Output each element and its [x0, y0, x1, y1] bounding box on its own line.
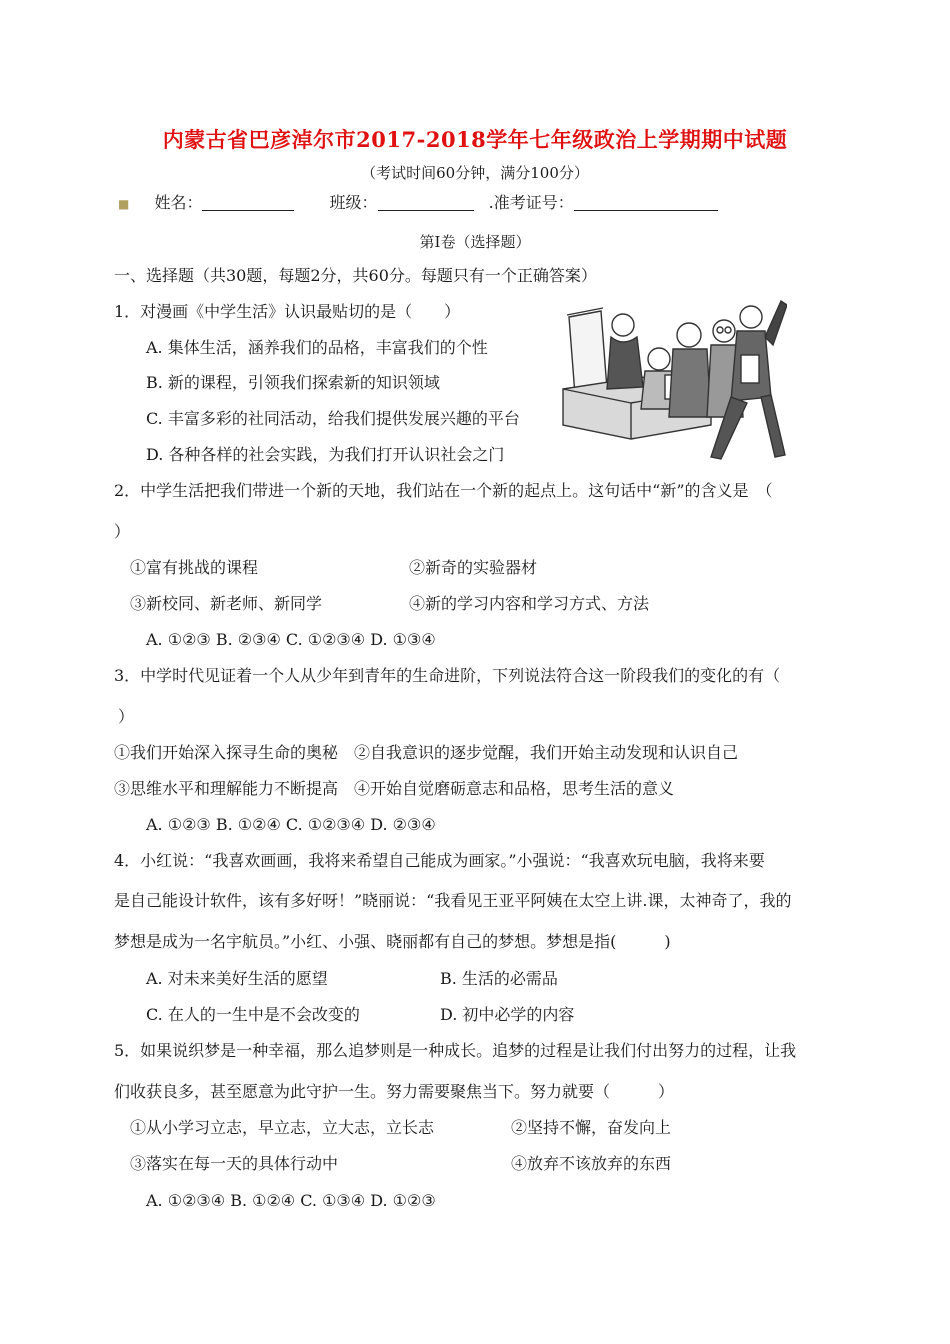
class-label: 班级：	[329, 193, 378, 212]
q2-opt4: ④新的学习内容和学习方式、方法	[409, 594, 650, 613]
class-blank[interactable]	[378, 194, 474, 211]
q3-options-line1: ①我们开始深入探寻生命的奥秘 ②自我意识的逐步觉醒，我们开始主动发现和认识自己	[114, 743, 739, 762]
q5-opt2: ②坚持不懈，奋发向上	[511, 1118, 672, 1137]
q4-option-d: D. 初中必学的内容	[440, 1005, 575, 1024]
q5-line2: 们收获良多，甚至愿意为此守护一生。努力需要聚焦当下。努力就要（ ）	[114, 1082, 675, 1101]
q3-stem-line2: ）	[118, 707, 135, 726]
q3-options-line2: ③思维水平和理解能力不断提高 ④开始自觉磨砺意志和品格，思考生活的意义	[114, 779, 675, 798]
q2-answers: A. ①②③ B. ②③④ C. ①②③④ D. ①③④	[146, 630, 436, 649]
q5-opt4: ④放弃不该放弃的东西	[511, 1154, 672, 1173]
q4-line1: 4．小红说：“我喜欢画画，我将来希望自己能成为画家。”小强说：“我喜欢玩电脑，我将来要	[114, 851, 765, 870]
exam-no-blank[interactable]	[574, 194, 718, 211]
q4-option-c: C. 在人的一生中是不会改变的	[146, 1005, 360, 1024]
exam-info: （考试时间60分钟，满分100分）	[361, 164, 589, 182]
q2-stem-line1: 2．中学生活把我们带进一个新的天地，我们站在一个新的起点上。这句话中“新”的含义是 （	[114, 481, 773, 500]
exam-no-label: .准考证号：	[488, 193, 574, 212]
q1-option-a: A. 集体生活，涵养我们的品格，丰富我们的个性	[146, 338, 488, 357]
q2-opt3: ③新校同、新老师、新同学	[130, 594, 323, 613]
name-label: 姓名：	[154, 193, 203, 212]
q3-stem-line1: 3．中学时代见证着一个人从少年到青年的生命进阶，下列说法符合这一阶段我们的变化的有（	[114, 666, 781, 685]
q1-option-b: B. 新的课程，引领我们探索新的知识领域	[146, 373, 440, 392]
q4-option-a: A. 对未来美好生活的愿望	[146, 969, 328, 988]
section-title: 一、选择题（共30题，每题2分，共60分。每题只有一个正确答案）	[114, 266, 597, 285]
name-blank[interactable]	[202, 194, 294, 211]
q5-opt1: ①从小学习立志，早立志，立大志，立长志	[130, 1118, 435, 1137]
q5-line1: 5．如果说织梦是一种幸福，那么追梦则是一种成长。追梦的过程是让我们付出努力的过程，让我	[114, 1041, 797, 1060]
campus-life-cartoon	[561, 297, 787, 465]
q1-option-d: D. 各种各样的社会实践，为我们打开认识社会之门	[146, 445, 505, 464]
q1-stem: 1．对漫画《中学生活》认识最贴切的是（ ）	[114, 302, 461, 321]
exam-title: 内蒙古省巴彦淖尔市2017-2018学年七年级政治上学期期中试题	[162, 127, 788, 152]
q2-opt1: ①富有挑战的课程	[130, 558, 259, 577]
q4-option-b: B. 生活的必需品	[440, 969, 558, 988]
q3-answers: A. ①②③ B. ①②④ C. ①②③④ D. ②③④	[146, 815, 436, 834]
q2-opt2: ②新奇的实验器材	[409, 558, 538, 577]
q5-opt3: ③落实在每一天的具体行动中	[130, 1154, 339, 1173]
q4-line3: 梦想是成为一名宇航员。”小红、小强、晓丽都有自己的梦想。梦想是指( )	[114, 932, 671, 951]
volume-title: 第Ⅰ卷（选择题）	[419, 233, 531, 251]
student-info-row	[118, 193, 718, 214]
q5-answers: A. ①②③④ B. ①②④ C. ①③④ D. ①②③	[146, 1191, 436, 1210]
q1-option-c: C. 丰富多彩的社同活动，给我们提供发展兴趣的平台	[146, 409, 520, 428]
bullet-dot: ■	[118, 197, 130, 211]
q2-stem-line2: ）	[114, 522, 131, 541]
q4-line2: 是自己能设计软件，该有多好呀！”晓丽说：“我看见王亚平阿姨在太空上讲.课，太神奇了，我的	[114, 891, 792, 910]
